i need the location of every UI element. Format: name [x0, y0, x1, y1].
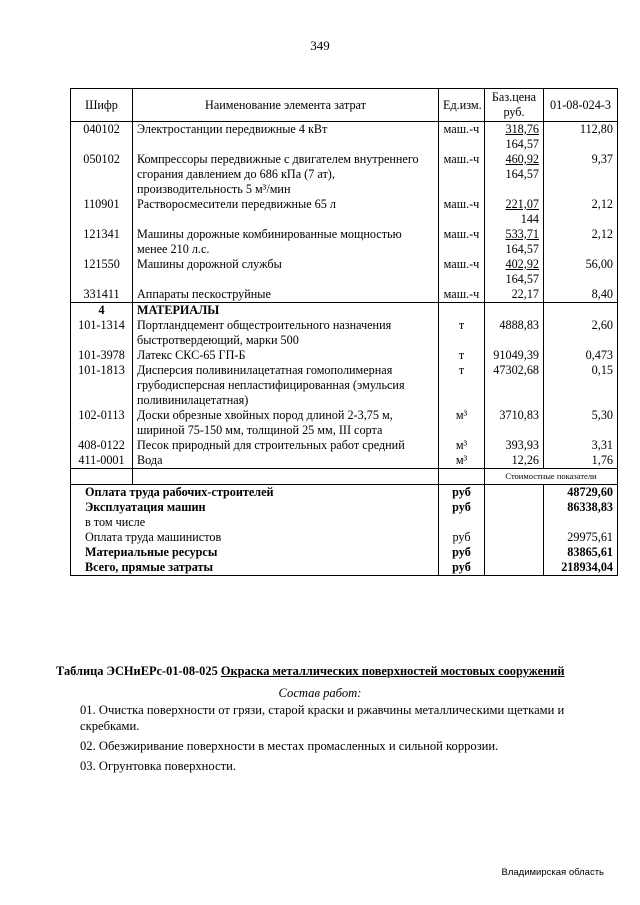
- row-name: Аппараты пескоструйные: [133, 287, 439, 303]
- summary-spacer: [485, 500, 544, 515]
- price-operator: 164,57: [505, 167, 539, 181]
- material-row: [71, 438, 618, 453]
- row-unit: маш.-ч: [439, 197, 485, 227]
- summary-spacer: [485, 530, 544, 545]
- row-price: 393,93: [485, 438, 544, 453]
- row-code: 121341: [71, 227, 133, 257]
- price-total: 221,07: [505, 197, 539, 211]
- region-footer: Владимирская область: [501, 867, 604, 878]
- section-price: [485, 303, 544, 319]
- summary-spacer: [485, 560, 544, 576]
- material-row: [71, 408, 618, 438]
- header-price: Баз.цена руб.: [485, 89, 544, 122]
- row-code: 110901: [71, 197, 133, 227]
- summary-value: 48729,60: [544, 485, 618, 501]
- row-unit: м³: [439, 408, 485, 438]
- row-qty: 9,37: [544, 152, 618, 197]
- row-name: Латекс СКС-65 ГП-Б: [133, 348, 439, 363]
- row-name: Электростанции передвижные 4 кВт: [133, 122, 439, 153]
- row-price: 4888,83: [485, 318, 544, 348]
- row-code: 121550: [71, 257, 133, 287]
- work-item: 01. Очистка поверхности от грязи, старой краски и ржавчины металлическими щетками и скребками.: [80, 703, 565, 733]
- material-row: [71, 318, 618, 348]
- section-code: 4: [71, 303, 133, 319]
- row-qty: 56,00: [544, 257, 618, 287]
- summary-unit: руб: [439, 485, 485, 501]
- section-unit: [439, 303, 485, 319]
- row-name: Вода: [133, 453, 439, 469]
- row-name: Песок природный для строительных работ средний: [133, 438, 439, 453]
- row-name: Машины дорожные комбинированные мощностью менее 210 л.с.: [133, 227, 439, 257]
- row-qty: 2,60: [544, 318, 618, 348]
- row-name: Растворосмесители передвижные 65 л: [133, 197, 439, 227]
- row-unit: м³: [439, 453, 485, 469]
- works-heading: Состав работ:: [278, 686, 362, 700]
- materials-section-row: [71, 303, 618, 319]
- row-price: [485, 197, 544, 227]
- row-code: 101-1813: [71, 363, 133, 408]
- row-unit: т: [439, 318, 485, 348]
- resource-table: [70, 88, 618, 576]
- summary-row: [71, 545, 618, 560]
- row-name: Машины дорожной службы: [133, 257, 439, 287]
- summary-value: 86338,83: [544, 500, 618, 515]
- summary-spacer: [485, 545, 544, 560]
- row-unit: м³: [439, 438, 485, 453]
- summary-unit: руб: [439, 500, 485, 515]
- row-qty: 5,30: [544, 408, 618, 438]
- work-item: 02. Обезжиривание поверхности в местах промасленных и сильной коррозии.: [80, 739, 499, 753]
- table-caption-title: Окраска металлических поверхностей мостовых сооружений: [220, 664, 565, 678]
- row-price: 3710,83: [485, 408, 544, 438]
- table-caption: [56, 664, 616, 679]
- machine-row: [71, 152, 618, 197]
- page-number: 349: [310, 38, 330, 53]
- summary-row: [71, 485, 618, 501]
- row-price: 47302,68: [485, 363, 544, 408]
- section-name: МАТЕРИАЛЫ: [133, 303, 439, 319]
- row-unit: маш.-ч: [439, 227, 485, 257]
- row-unit: маш.-ч: [439, 152, 485, 197]
- summary-label: в том числе: [71, 515, 439, 530]
- price-total: 402,92: [505, 257, 539, 271]
- row-price: [485, 227, 544, 257]
- summary-label: Эксплуатация машин: [71, 500, 439, 515]
- row-code: 411-0001: [71, 453, 133, 469]
- row-code: 408-0122: [71, 438, 133, 453]
- row-qty: 2,12: [544, 197, 618, 227]
- table-header-row: [71, 89, 618, 122]
- price-operator: 164,57: [505, 242, 539, 256]
- price-total: 533,71: [505, 227, 539, 241]
- summary-value: 218934,04: [544, 560, 618, 576]
- row-code: 040102: [71, 122, 133, 153]
- price-operator: 164,57: [505, 272, 539, 286]
- row-unit: т: [439, 363, 485, 408]
- machine-row: [71, 257, 618, 287]
- summary-row: [71, 530, 618, 545]
- row-qty: 112,80: [544, 122, 618, 153]
- row-qty: 3,31: [544, 438, 618, 453]
- summary-unit: руб: [439, 545, 485, 560]
- row-code: 101-3978: [71, 348, 133, 363]
- summary-value: 83865,61: [544, 545, 618, 560]
- row-code: 101-1314: [71, 318, 133, 348]
- material-row: [71, 453, 618, 469]
- material-row: [71, 348, 618, 363]
- machine-row: [71, 122, 618, 153]
- summary-spacer: [485, 485, 544, 501]
- machine-row: [71, 227, 618, 257]
- header-norm: 01-08-024-3: [544, 89, 618, 122]
- summary-spacer: [485, 515, 544, 530]
- price-total: 22,17: [511, 287, 539, 301]
- summary-unit: [439, 515, 485, 530]
- row-price: [485, 152, 544, 197]
- row-name: Дисперсия поливинилацетатная гомополимерная грубодисперсная непластифицированная (эмульсия поливинилацетатная): [133, 363, 439, 408]
- summary-value: [544, 515, 618, 530]
- machine-row: [71, 287, 618, 303]
- row-price: 91049,39: [485, 348, 544, 363]
- row-price: [485, 257, 544, 287]
- row-unit: т: [439, 348, 485, 363]
- price-operator: 164,57: [505, 137, 539, 151]
- price-operator: 144: [520, 212, 539, 226]
- price-total: 460,92: [505, 152, 539, 166]
- summary-label: Оплата труда машинистов: [71, 530, 439, 545]
- cost-indicators-label: Стоимостные показатели: [485, 469, 618, 485]
- row-qty: 1,76: [544, 453, 618, 469]
- cost-indicators-row: [71, 469, 618, 485]
- row-price: [485, 122, 544, 153]
- header-unit: Ед.изм.: [439, 89, 485, 122]
- row-price: 12,26: [485, 453, 544, 469]
- section-qty: [544, 303, 618, 319]
- row-unit: маш.-ч: [439, 287, 485, 303]
- header-name: Наименование элемента затрат: [133, 89, 439, 122]
- summary-row: [71, 500, 618, 515]
- row-qty: 0,473: [544, 348, 618, 363]
- machine-row: [71, 197, 618, 227]
- price-total: 318,76: [505, 122, 539, 136]
- material-row: [71, 363, 618, 408]
- row-code: 331411: [71, 287, 133, 303]
- summary-row: [71, 515, 618, 530]
- row-name: Компрессоры передвижные с двигателем внутреннего сгорания давлением до 686 кПа (7 ат), производительность 5 м³/мин: [133, 152, 439, 197]
- summary-label: Оплата труда рабочих-строителей: [71, 485, 439, 501]
- row-name: Доски обрезные хвойных пород длиной 2-3,75 м, шириной 75-150 мм, толщиной 25 мм, III сорта: [133, 408, 439, 438]
- row-qty: 0,15: [544, 363, 618, 408]
- header-code: Шифр: [71, 89, 133, 122]
- summary-value: 29975,61: [544, 530, 618, 545]
- row-qty: 2,12: [544, 227, 618, 257]
- summary-label: Всего, прямые затраты: [71, 560, 439, 576]
- row-name: Портландцемент общестроительного назначения быстротвердеющий, марки 500: [133, 318, 439, 348]
- summary-unit: руб: [439, 560, 485, 576]
- work-item: 03. Огрунтовка поверхности.: [80, 759, 236, 773]
- table-body: [71, 122, 618, 576]
- works-list: [80, 702, 600, 778]
- row-code: 102-0113: [71, 408, 133, 438]
- row-price: [485, 287, 544, 303]
- row-unit: маш.-ч: [439, 122, 485, 153]
- row-unit: маш.-ч: [439, 257, 485, 287]
- summary-label: Материальные ресурсы: [71, 545, 439, 560]
- summary-row: [71, 560, 618, 576]
- summary-unit: руб: [439, 530, 485, 545]
- table-caption-prefix: Таблица ЭСНиЕРс-01-08-025: [56, 664, 221, 678]
- row-qty: 8,40: [544, 287, 618, 303]
- row-code: 050102: [71, 152, 133, 197]
